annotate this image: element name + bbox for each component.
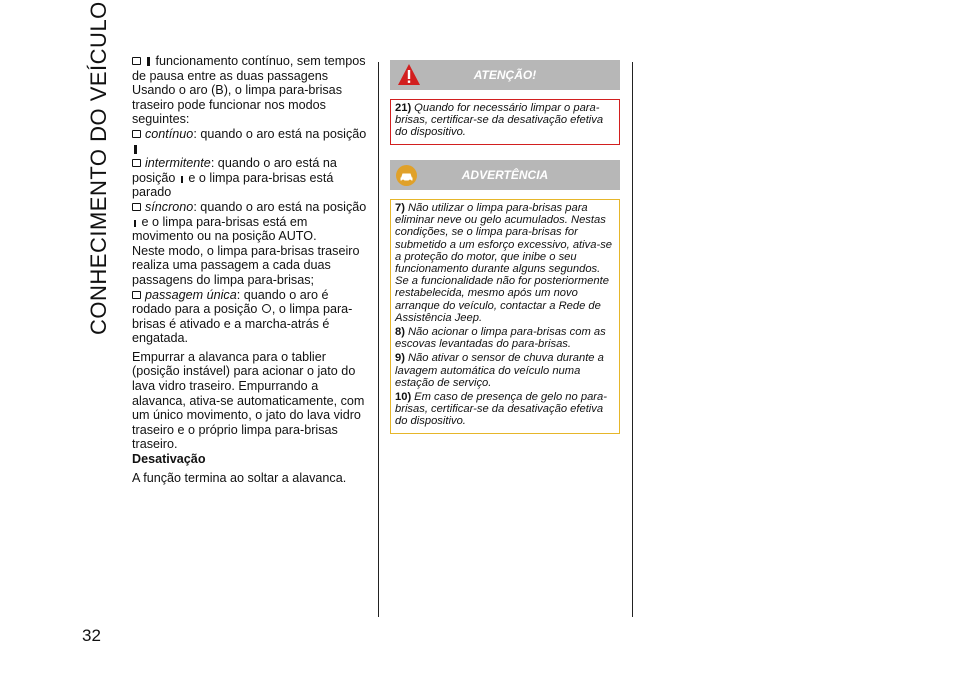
position-mark-icon: [134, 145, 137, 154]
paragraph: Usando o aro (B), o limpa para-brisas traseiro pode funcionar nos modos seguintes:: [132, 83, 342, 127]
page-number: 32: [82, 626, 101, 645]
warning-title: ADVERTÊNCIA: [461, 168, 549, 182]
intermittent-mark-icon: [134, 220, 136, 227]
bullet-icon: [132, 291, 141, 299]
paragraph: Neste modo, o limpa para-brisas traseiro realiza uma passagem a cada duas passagens do limpa para-brisas;: [132, 243, 360, 287]
warning-body: [390, 199, 620, 434]
list-item: passagem única: quando o aro é rodado para a posição , o limpa para-brisas é ativado e a marcha-atrás é engatada.: [132, 287, 353, 346]
attention-box: [390, 60, 620, 145]
attention-item: 21) Quando for necessário limpar o para-brisas, certificar-se da desativação efetiva do dispositivo.: [395, 102, 604, 139]
paragraph: funcionamento contínuo, sem tempos de pausa entre as duas passagens: [132, 54, 366, 83]
warning-box: [390, 160, 620, 434]
circle-position-icon: [262, 304, 271, 313]
bullet-icon: [132, 130, 141, 138]
chapter-title: CONHECIMENTO DO VEÍCULO: [86, 1, 111, 335]
paragraph: Empurrar a alavanca para o tablier (posição instável) para acionar o jato do lava vidro traseiro. Empurrando a alavanca, ativa-se automaticamente, com um único movimento, o jato do lava vidro traseiro e o próprio limpa para-brisas traseiro.: [132, 349, 365, 452]
list-item: intermitente: quando o aro está na posição e o limpa para-brisas está parado: [132, 156, 337, 200]
left-column: [132, 54, 368, 485]
column-divider: [378, 62, 379, 617]
position-mark-icon: [147, 57, 150, 66]
warning-triangle-icon: [397, 63, 421, 87]
bullet-icon: [132, 203, 141, 211]
attention-title: ATENÇÃO!: [473, 68, 537, 82]
warning-header: [390, 160, 620, 190]
list-item: contínuo: quando o aro está na posição: [132, 127, 368, 156]
section-heading: Desativação: [132, 452, 206, 467]
bullet-icon: [132, 57, 141, 65]
column-divider: [632, 62, 633, 617]
car-environment-icon: [396, 165, 417, 186]
attention-header: [390, 60, 620, 90]
paragraph: A função termina ao soltar a alavanca.: [132, 470, 347, 485]
warning-item: 8) Não acionar o limpa para-brisas com as escovas levantadas do para-brisas.: [395, 326, 606, 351]
attention-body: [390, 99, 620, 145]
intermittent-mark-icon: [181, 176, 183, 183]
list-item: síncrono: quando o aro está na posição e o limpa para-brisas está em movimento ou na posição AUTO.: [132, 199, 367, 244]
warning-item: 9) Não ativar o sensor de chuva durante a lavagem automática do veículo numa estação de serviço.: [395, 352, 604, 389]
warning-item: 7) Não utilizar o limpa para-brisas para eliminar neve ou gelo acumulados. Nestas condições, se o limpa para-brisas for submetido a um esforço excessivo, ativa-se a proteção do motor, que inibe o seu funcionamento durante alguns segundos. Se a funcionalidade não for posteriormente restabelecida, mesmo após um novo arranque do veículo, contactar a Rede de Assistência Jeep.: [395, 202, 613, 324]
bullet-icon: [132, 159, 141, 167]
warning-item: 10) Em caso de presença de gelo no para-brisas, certificar-se da desativação efetiva do dispositivo.: [395, 391, 607, 428]
